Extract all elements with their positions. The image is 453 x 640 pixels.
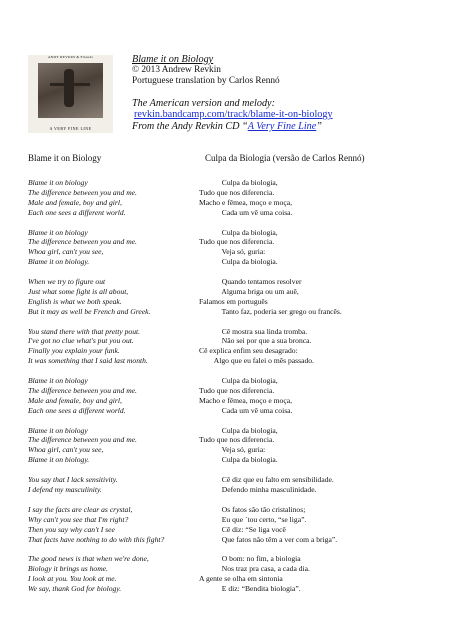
cd-credit: From the Andy Revkin CD “A Very Fine Line” — [132, 120, 322, 132]
lyric-stanza — [28, 475, 228, 495]
bandcamp-link[interactable]: revkin.bandcamp.com/track/blame-it-on-biology — [134, 109, 333, 121]
lyric-line: The difference between you and me. — [28, 385, 137, 395]
lyric-line: Each one sees a different world. — [28, 207, 126, 217]
cd-title-link[interactable]: A Very Fine Line — [247, 120, 317, 132]
lyric-line: Falamos em português — [199, 296, 268, 306]
lyric-stanza — [199, 376, 449, 416]
lyric-line: Whoa girl, can't you see, — [28, 445, 104, 455]
lyric-line: Veja só, guria: — [199, 445, 266, 455]
lyric-line: Culpa da biologia, — [199, 425, 278, 435]
lyric-stanza — [199, 178, 449, 218]
lyric-line: Nos traz pra casa, a cada dia. — [199, 564, 310, 574]
lyric-stanza — [28, 277, 228, 317]
lyric-line: Cada um vê uma coisa. — [199, 207, 293, 217]
lyric-stanza — [28, 426, 228, 466]
lyric-line: E diz: “Bendita biologia”. — [199, 584, 301, 594]
lyric-stanza — [28, 228, 228, 268]
lyric-line: You say that I lack sensitivity. — [28, 475, 118, 485]
lyric-line: Culpa da biologia. — [199, 455, 278, 465]
lyric-stanza — [28, 554, 228, 594]
lyric-line: Veja só, guria: — [199, 247, 266, 257]
lyric-line: Defendo minha masculinidade. — [199, 485, 317, 494]
lyric-line: Cê mostra sua linda tromba. — [199, 326, 308, 336]
lyric-line: Blame it on biology. — [28, 455, 90, 465]
lyric-stanza — [28, 327, 228, 367]
lyric-line: Why can't you see that I'm right? — [28, 514, 129, 524]
cover-artwork-image — [38, 63, 103, 118]
portuguese-column-heading: Culpa da Biologia (versão de Carlos Rennó) — [205, 153, 365, 163]
lyric-stanza — [199, 277, 449, 317]
lyric-line: I say the facts are clear as crystal, — [28, 504, 133, 514]
lyric-line: A gente se olha em sintonia — [199, 574, 283, 584]
lyric-line: It was something that I said last month. — [28, 356, 148, 366]
lyric-stanza — [28, 376, 228, 416]
lyric-line: The good news is that when we're done, — [28, 554, 149, 564]
lyric-line: But it may as well be French and Greek. — [28, 306, 151, 316]
lyric-line: Finally you explain your funk. — [28, 346, 120, 356]
lyric-line: Blame it on biology — [28, 178, 88, 187]
lyric-line: I look at you. You look at me. — [28, 574, 117, 584]
lyric-line: Each one sees a different world. — [28, 405, 126, 415]
lyric-line: Blame it on biology — [28, 227, 88, 237]
lyric-line: Cê diz que eu falto em sensibilidade. — [199, 475, 334, 485]
lyric-line: Tanto faz, poderia ser grego ou francês. — [199, 306, 342, 316]
lyric-line: Male and female, boy and girl, — [28, 395, 122, 405]
lyric-line: Culpa da biologia, — [199, 227, 278, 237]
translation-credit: Portuguese translation by Carlos Rennó — [132, 75, 280, 86]
album-cover — [28, 55, 113, 133]
lyric-line: Quando tentamos resolver — [199, 277, 302, 287]
lyric-line: O bom: no fim, a biologia — [199, 554, 301, 564]
lyric-line: Culpa da biologia, — [199, 178, 278, 187]
song-title: Blame it on Biology — [132, 54, 214, 65]
lyric-line: You stand there with that pretty pout. — [28, 326, 141, 336]
lyric-line: Culpa da biologia. — [199, 257, 278, 267]
lyric-line: English is what we both speak. — [28, 296, 122, 306]
lyric-line: Biology it brings us home. — [28, 564, 108, 574]
lyric-line: Que fatos não têm a ver com a briga”. — [199, 534, 338, 544]
lyric-line: Cê explica enfim seu desagrado: — [199, 346, 298, 356]
lyric-stanza — [199, 327, 449, 367]
cover-top-text: ANDY REVKIN & Friends — [47, 55, 94, 59]
lyric-line: Macho e fêmea, moço e moça, — [199, 395, 292, 405]
lyric-line: Macho e fêmea, moço e moça, — [199, 197, 292, 207]
lyric-line: Male and female, boy and girl, — [28, 197, 122, 207]
cover-bottom-text: A VERY FINE LINE — [49, 126, 92, 131]
lyric-line: Eu que ´tou certo, “se liga”. — [199, 514, 307, 524]
lyric-line: Alguma briga ou um auê, — [199, 286, 299, 296]
english-lyrics — [28, 178, 228, 604]
lyric-stanza — [28, 505, 228, 545]
lyric-line: Tudo que nos diferencia. — [199, 435, 275, 445]
lyric-stanza — [199, 228, 449, 268]
lyric-line: Tudo que nos diferencia. — [199, 385, 275, 395]
copyright-line: © 2013 Andrew Revkin — [132, 65, 221, 76]
lyric-line: When we try to figure out — [28, 277, 106, 287]
lyric-stanza — [199, 426, 449, 466]
lyric-line: Blame it on biology. — [28, 257, 90, 267]
lyric-line: We say, thank God for biology. — [28, 584, 122, 594]
lyric-line: Blame it on biology — [28, 376, 88, 386]
lyric-line: That facts have nothing to do with this fight? — [28, 534, 165, 544]
lyric-line: Não sei por que a sua bronca. — [199, 336, 312, 346]
american-version-label: The American version and melody: — [132, 97, 275, 109]
lyric-line: Cada um vê uma coisa. — [199, 405, 293, 415]
lyric-line: Blame it on biology — [28, 425, 88, 435]
english-column-heading: Blame it on Biology — [28, 153, 102, 163]
lyric-line: Then you say why can't I see — [28, 524, 115, 534]
lyric-line: Tudo que nos diferencia. — [199, 237, 275, 247]
lyric-line: Culpa da biologia, — [199, 376, 278, 386]
lyric-stanza — [199, 554, 449, 594]
lyric-line: The difference between you and me. — [28, 435, 137, 445]
lyric-line: Os fatos são tão cristalinos; — [199, 504, 306, 514]
lyric-line: Algo que eu falei o mês passado. — [199, 356, 314, 366]
lyric-stanza — [199, 505, 449, 545]
lyric-line: I've got no clue what's put you out. — [28, 336, 134, 346]
lyric-line: Whoa girl, can't you see, — [28, 247, 104, 257]
lyric-line: The difference between you and me. — [28, 187, 137, 197]
portuguese-lyrics — [199, 178, 449, 604]
lyric-line: Tudo que nos diferencia. — [199, 187, 275, 197]
lyric-line: Just what some fight is all about, — [28, 286, 129, 296]
lyric-line: I defend my masculinity. — [28, 485, 102, 494]
lyric-line: The difference between you and me. — [28, 237, 137, 247]
lyric-stanza — [28, 178, 228, 218]
lyric-stanza — [199, 475, 449, 495]
lyric-line: Cê diz: “Se liga você — [199, 524, 286, 534]
song-header — [132, 55, 333, 132]
